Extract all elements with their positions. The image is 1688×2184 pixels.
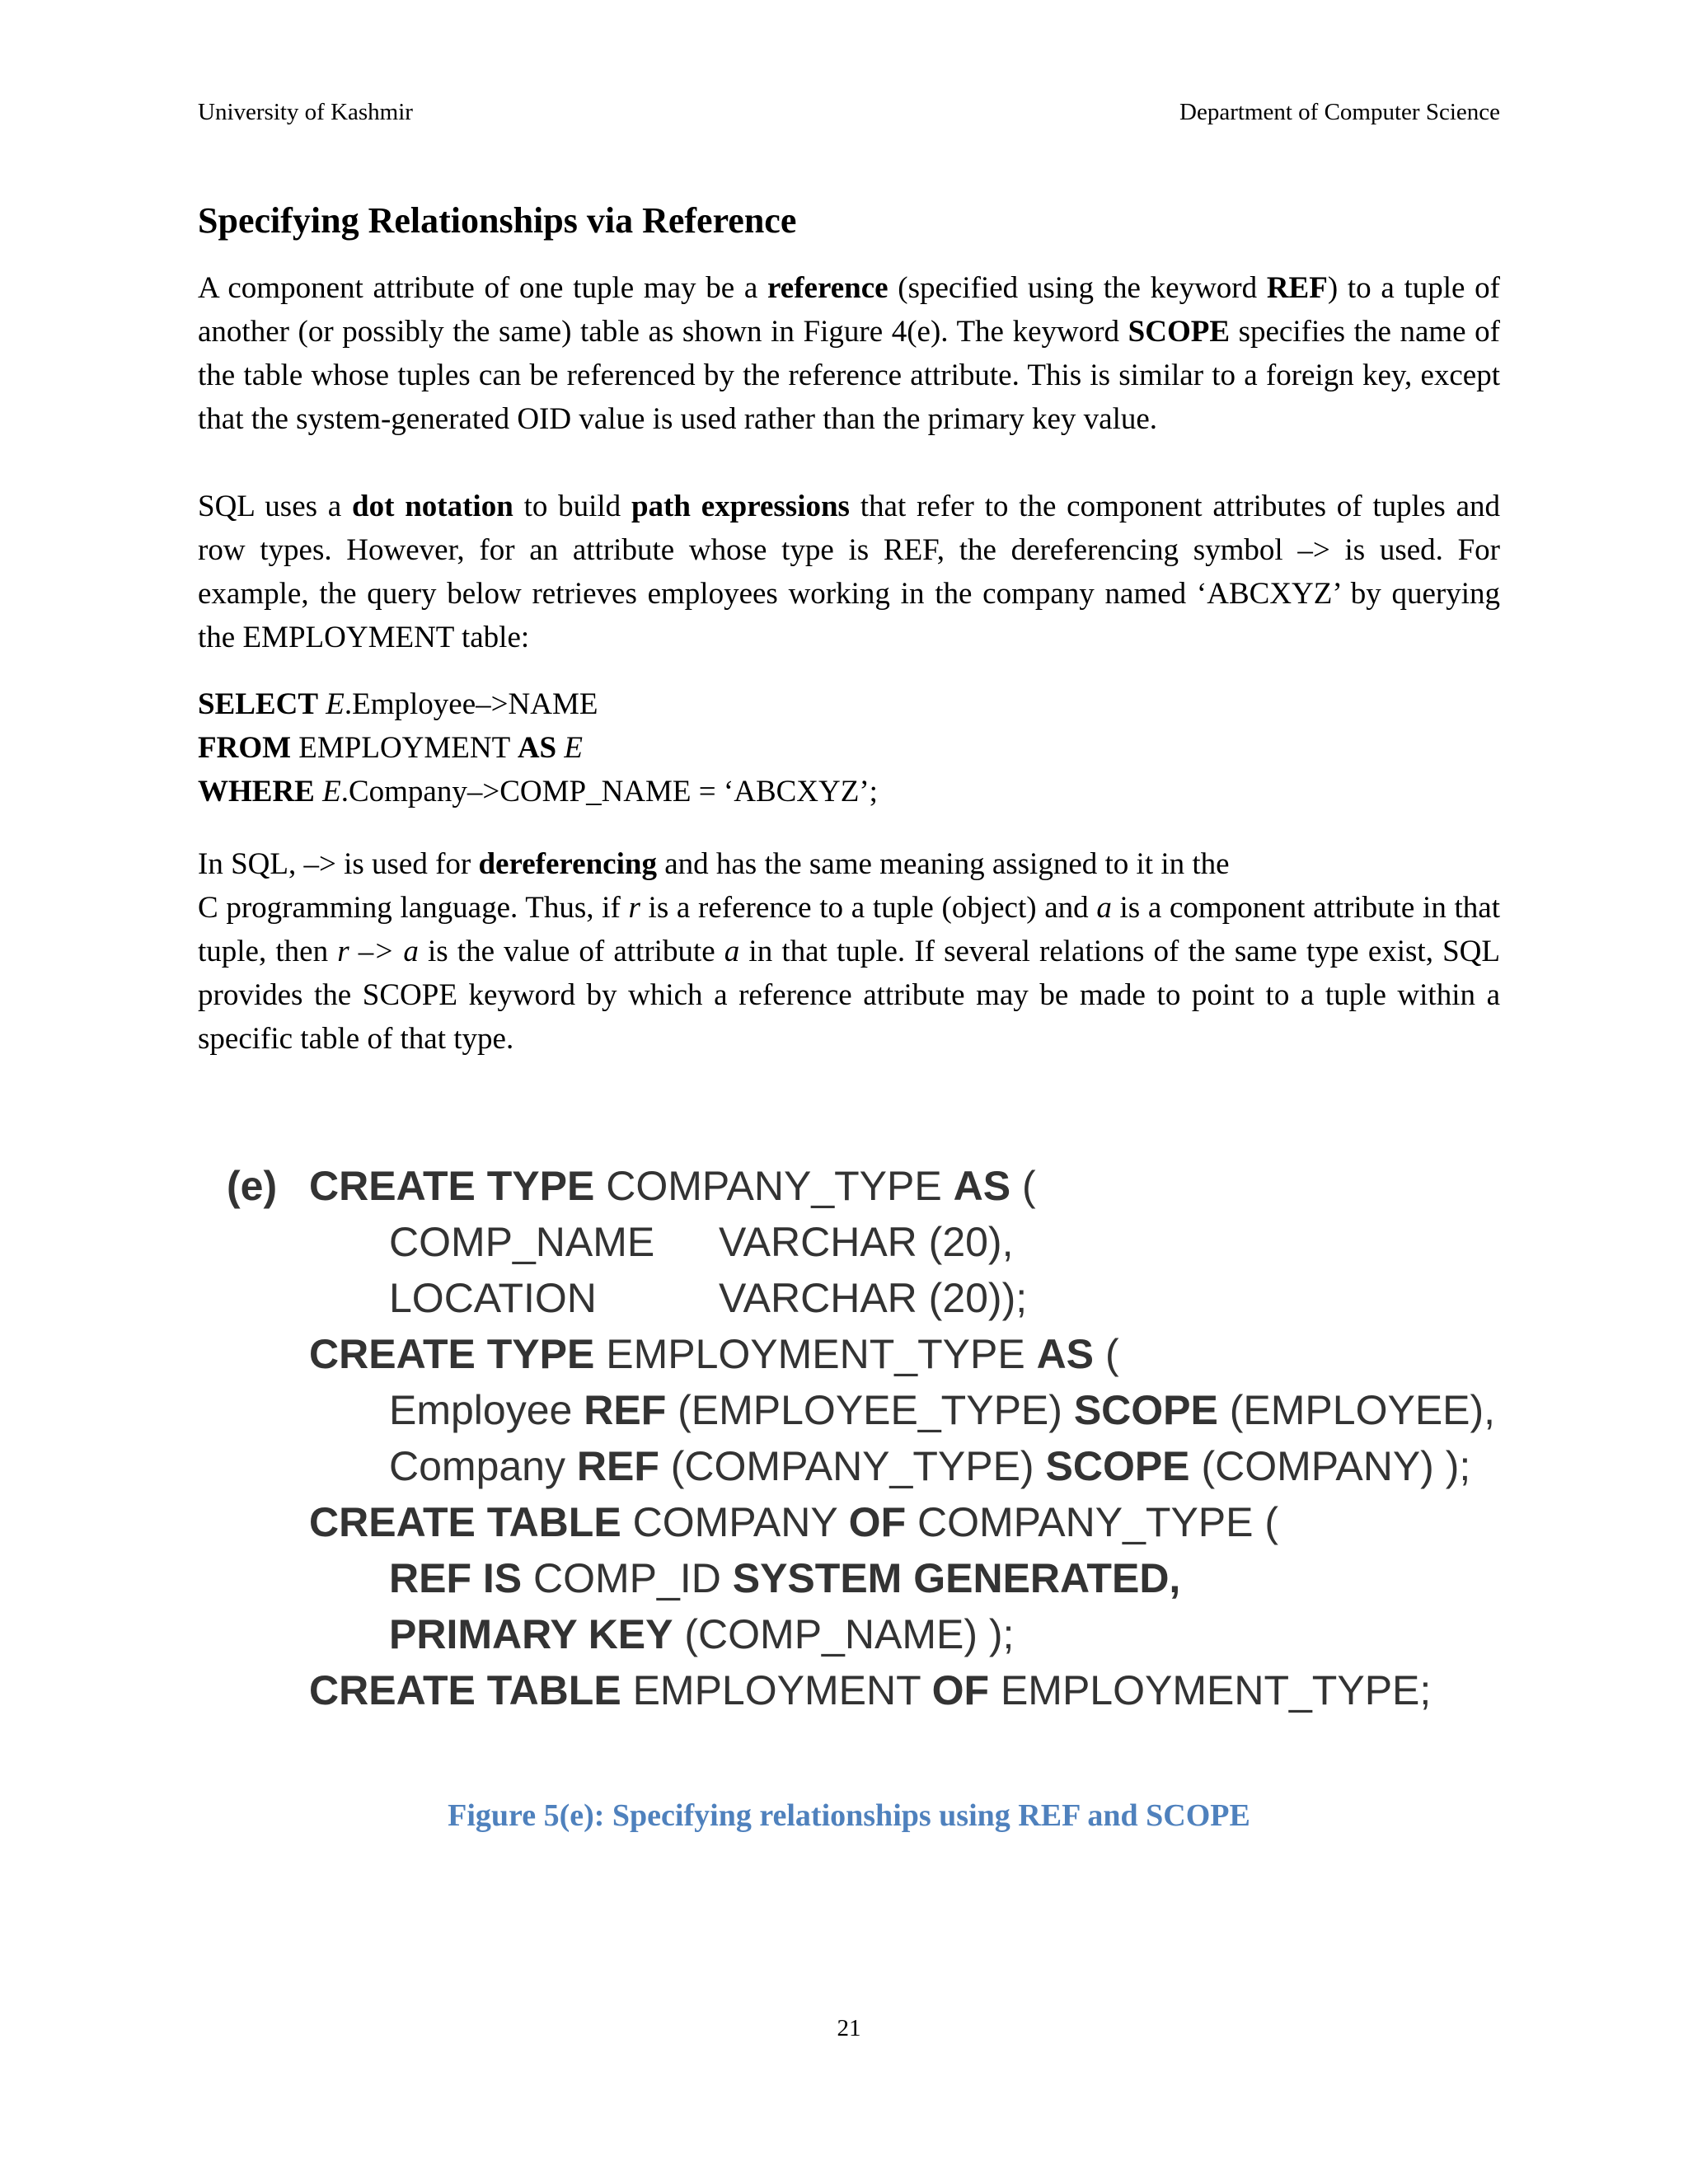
figure-caption: Figure 5(e): Specifying relationships using REF and SCOPE: [448, 1798, 1250, 1833]
para3-first-line: [198, 842, 1500, 886]
figure-code-line: [309, 1662, 1431, 1718]
document-page: [198, 0, 1500, 2184]
para1-bold-ref: REF: [1266, 271, 1328, 305]
para3-text-2: and has the same meaning assigned to it in the: [656, 847, 1230, 881]
para1-text-3: ) to a tuple of another (or possibly the same) table as shown in Figure 4(e). The keyword: [198, 271, 1500, 349]
code-text: (COMPANY_TYPE): [659, 1443, 1046, 1489]
figure-code-line: [309, 1494, 1278, 1550]
code-text: EMPLOYMENT_TYPE: [594, 1331, 1037, 1377]
code-keyword: PRIMARY KEY: [389, 1611, 673, 1657]
sql-line-from: [198, 726, 1500, 770]
code-text: (EMPLOYEE_TYPE): [666, 1387, 1074, 1433]
code-keyword: CREATE TYPE: [309, 1163, 595, 1209]
sql-line-select: [198, 682, 1500, 726]
sql-alias: E: [564, 731, 583, 765]
sql-keyword-select: SELECT: [198, 687, 319, 721]
para3-text-4: is a reference to a tuple (object) and: [640, 891, 1097, 925]
code-attr-name: LOCATION: [389, 1275, 597, 1321]
para3-italic-a-2: a: [724, 935, 740, 968]
code-text: (: [1094, 1331, 1119, 1377]
page-header: [198, 96, 1500, 129]
sql-keyword-as: AS: [517, 731, 557, 765]
para2-bold-dot-notation: dot notation: [352, 490, 513, 523]
code-keyword: OF: [848, 1499, 907, 1545]
section-title: Specifying Relationships via Reference: [198, 200, 797, 241]
code-text: (: [1010, 1163, 1036, 1209]
code-text: EMPLOYMENT: [621, 1667, 932, 1713]
code-text: COMPANY_TYPE (: [906, 1499, 1279, 1545]
header-university: University of Kashmir: [198, 99, 413, 125]
para1-text-2: (specified using the keyword: [888, 271, 1267, 305]
figure-label: (e): [227, 1163, 278, 1209]
paragraph-reference: [198, 266, 1500, 441]
para3-bold-dereferencing: dereferencing: [478, 847, 657, 881]
code-keyword: AS: [953, 1163, 1011, 1209]
para3-body: [198, 886, 1500, 1061]
code-keyword: CREATE TABLE: [309, 1667, 621, 1713]
sql-alias: E: [326, 687, 345, 721]
code-keyword: AS: [1036, 1331, 1095, 1377]
figure-code-line: [389, 1382, 1495, 1438]
code-attr-name: COMP_NAME: [389, 1219, 655, 1265]
code-keyword: REF: [576, 1443, 659, 1489]
sql-query: [198, 682, 1500, 813]
code-keyword: CREATE TYPE: [309, 1331, 595, 1377]
code-keyword: OF: [931, 1667, 990, 1713]
code-text: COMPANY_TYPE: [594, 1163, 954, 1209]
sql-table: EMPLOYMENT: [291, 731, 518, 765]
para3-text-7: in that tuple. If several relations of the same type exist, SQL provides the SCOPE keyword by which a reference attribute may be made to point to a tuple within a specific table of that type.: [198, 935, 1500, 1056]
page-number: 21: [837, 2015, 861, 2041]
figure-code-line: [309, 1326, 1119, 1382]
sql-where-expr: .Company–>COMP_NAME = ‘ABCXYZ’;: [340, 775, 878, 808]
sql-line-where: [198, 770, 1500, 813]
code-keyword: SCOPE: [1073, 1387, 1218, 1433]
paragraph-dot-notation: [198, 485, 1500, 659]
figure-code-line: [389, 1550, 1180, 1606]
code-text: EMPLOYMENT_TYPE;: [989, 1667, 1432, 1713]
paragraph-dereferencing: [198, 842, 1500, 1061]
code-text: (EMPLOYEE),: [1217, 1387, 1496, 1433]
para1-bold-scope: SCOPE: [1128, 315, 1231, 349]
para3-text-1: In SQL, –> is used for: [198, 847, 479, 881]
sql-select-expr: .Employee–>NAME: [344, 687, 598, 721]
code-text: COMPANY: [621, 1499, 849, 1545]
para3-text-3: C programming language. Thus, if: [198, 891, 629, 925]
code-text: COMP_ID: [522, 1555, 733, 1601]
figure-code-line: [389, 1438, 1470, 1494]
para2-bold-path-expressions: path expressions: [631, 490, 850, 523]
sql-alias: E: [322, 775, 341, 808]
sql-keyword-from: FROM: [198, 731, 292, 765]
code-text: Employee: [389, 1387, 584, 1433]
para1-text-4: specifies the name of the table whose tuples can be referenced by the reference attribute. This is similar to a foreign key, except that the system-generated OID value is used rather than the primary key value.: [198, 315, 1501, 436]
code-attr-type: VARCHAR (20),: [719, 1219, 1014, 1265]
para3-italic-a: a: [1096, 891, 1112, 925]
code-keyword: SYSTEM GENERATED,: [732, 1555, 1181, 1601]
sql-keyword-where: WHERE: [198, 775, 315, 808]
code-attr-type: VARCHAR (20));: [719, 1275, 1028, 1321]
code-keyword: CREATE TABLE: [309, 1499, 621, 1545]
code-keyword: REF IS: [389, 1555, 523, 1601]
header-department: Department of Computer Science: [1179, 99, 1500, 125]
para2-text-3: that refer to the component attributes of tuples and row types. However, for an attribute whose type is REF, the dereferencing symbol –> is used. For example, the query below retrieves employees working in the company named ‘ABCXYZ’ by querying the EMPLOYMENT table:: [198, 490, 1500, 654]
code-text: (COMP_NAME) );: [673, 1611, 1015, 1657]
para3-text-6: is the value of attribute: [418, 935, 724, 968]
code-keyword: REF: [584, 1387, 667, 1433]
para3-italic-r: r: [628, 891, 640, 925]
code-keyword: SCOPE: [1045, 1443, 1190, 1489]
code-text: Company: [389, 1443, 577, 1489]
figure-code-line: [309, 1158, 1036, 1214]
figure-code-line: [389, 1606, 1014, 1662]
para3-italic-r-arrow-a: r –> a: [337, 935, 419, 968]
para3-text-5: is a component attribute in that tuple, then: [198, 891, 1500, 968]
para1-text-1: A component attribute of one tuple may be a: [198, 271, 768, 305]
para1-bold-reference: reference: [767, 271, 889, 305]
para2-text-1: SQL uses a: [198, 490, 353, 523]
para2-text-2: to build: [513, 490, 631, 523]
code-text: (COMPANY) );: [1189, 1443, 1471, 1489]
